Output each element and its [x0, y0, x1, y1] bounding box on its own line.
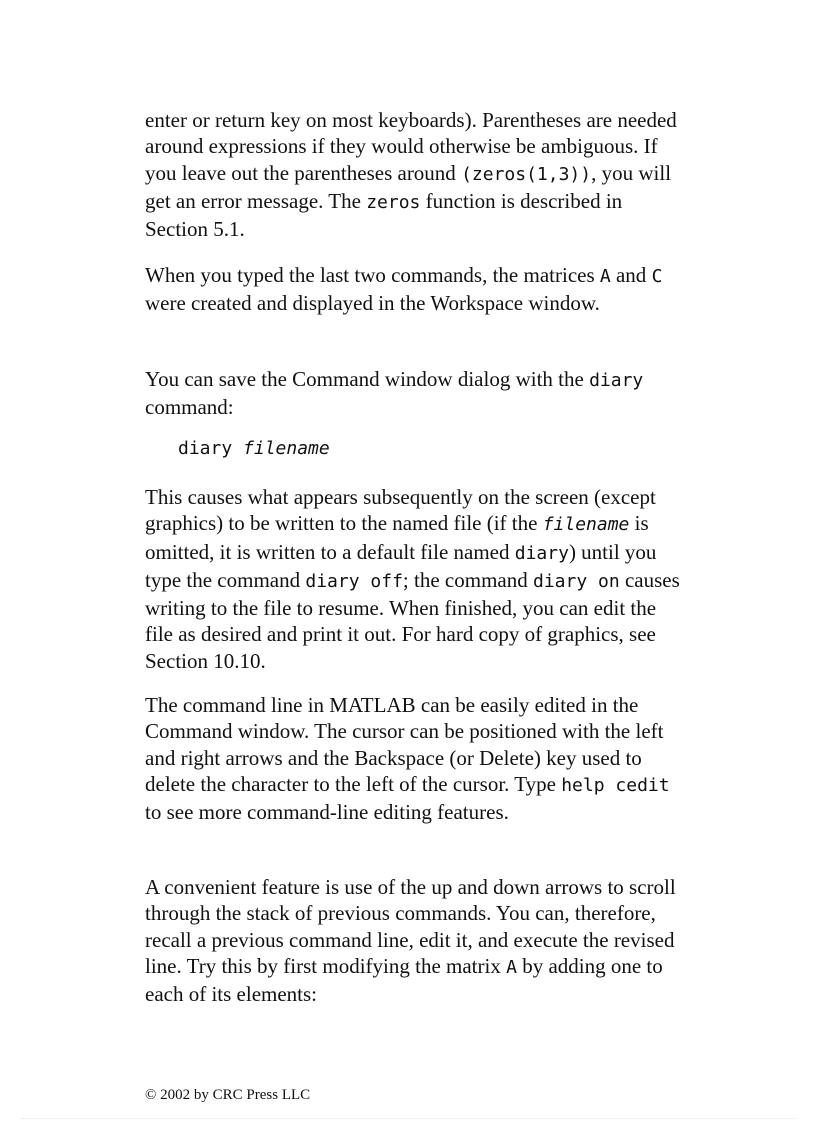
text-run: ; the command	[402, 567, 533, 592]
text-run: A convenient feature is use of the up and down arrows to scroll through the stack of previous commands. You can, therefore, recall a previous command line, edit it, and execute the revised line. Try this by first modifying the matrix	[145, 875, 676, 978]
text-run: to see more command-line editing features.	[145, 800, 509, 825]
text-run: enter or return key on most keyboards). Parentheses are needed around expressions if they would otherwise be ambiguous. If you leave out the parentheses around	[145, 108, 677, 185]
text-run: command:	[145, 395, 234, 420]
code-matrix-c: C	[651, 266, 663, 287]
text-run: were created and displayed in the Workspace window.	[145, 291, 600, 316]
text-run: causes writing to the file to resume. When finished, you can edit the file as desired and print it out. For hard copy of graphics, see Section 10.10.	[145, 567, 680, 673]
text-run: by adding one to each of its elements:	[145, 953, 663, 1007]
code-diary-off: diary off	[305, 570, 403, 592]
command-name: diary	[178, 438, 233, 459]
code-zeros: zeros	[366, 191, 421, 213]
text-run: You can save the Command window dialog with the	[145, 367, 590, 391]
text-run: This causes what appears subsequently on the screen (except graphics) to be written to the named file (if the	[145, 485, 656, 536]
code-matrix-a: A	[599, 266, 611, 287]
code-diary-default: diary	[514, 542, 569, 564]
paragraph-workspace	[145, 262, 685, 317]
text-run: is omitted, it is written to a default file named	[145, 511, 649, 564]
paragraph-diary-intro	[145, 366, 685, 421]
text-run: , you will get an error message. The	[145, 160, 672, 213]
command-argument: filename	[243, 438, 330, 459]
page-bottom-divider	[20, 1118, 796, 1119]
text-run: function is described in Section 5.1.	[145, 188, 623, 242]
code-filename: filename	[542, 514, 630, 536]
text-run: When you typed the last two commands, the matrices	[145, 263, 600, 287]
code-diary: diary	[589, 370, 644, 391]
code-matrix-a: A	[506, 956, 517, 978]
command-example	[178, 436, 330, 462]
text-run: ) until you type the command	[145, 539, 657, 592]
code-help-cedit: help cedit	[561, 774, 670, 796]
text-run: and	[610, 263, 652, 287]
code-diary-on: diary on	[532, 570, 620, 592]
code-zeros-expr: (zeros(1,3))	[461, 163, 592, 185]
text-run: The command line in MATLAB can be easily edited in the Command window. The cursor can be positioned with the left and right arrows and the Backspace (or Delete) key used to delete the character to the left of the cursor. Type	[145, 693, 664, 796]
paragraph-command-line-editing	[145, 692, 685, 825]
paragraph-parentheses	[145, 107, 685, 242]
paragraph-arrow-recall	[145, 874, 685, 1007]
copyright-footer: © 2002 by CRC Press LLC	[145, 1087, 311, 1103]
paragraph-diary-details	[145, 484, 685, 674]
